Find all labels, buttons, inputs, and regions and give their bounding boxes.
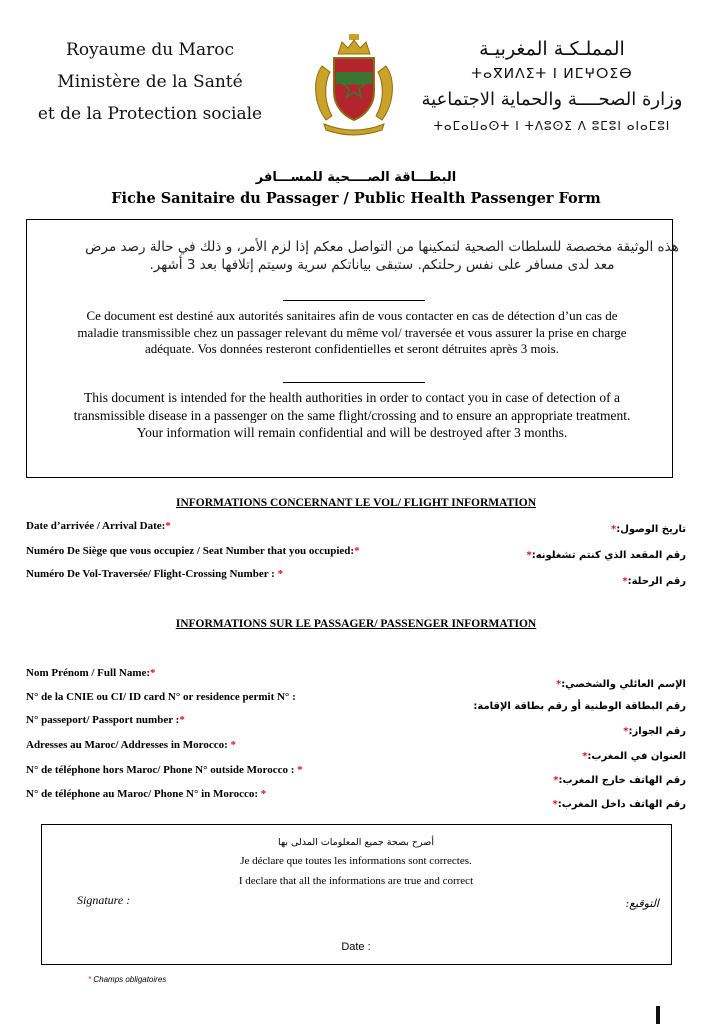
declaration-text-ar: أصرح بصحة جميع المعلومات المدلى بها <box>278 837 434 848</box>
header-line-2: Ministère de la Santé <box>57 72 243 92</box>
ministry-name-fr <box>20 34 280 130</box>
kingdom-tifinagh: ⵜⴰⴳⵍⴷⵉⵜ ⵏ ⵍⵎⵖⵔⵉⴱ <box>471 66 633 82</box>
field-label: Date d’arrivée / Arrival Date: <box>26 520 166 532</box>
field-label: Numéro De Siège que vous occupiez / Seat Number that you occupied: <box>26 545 355 557</box>
form-title: Fiche Sanitaire du Passager / Public Health Passenger Form <box>111 190 601 207</box>
required-star: * <box>553 775 559 786</box>
required-star: * <box>555 679 562 690</box>
required-star: * <box>260 788 267 800</box>
required-note-text: Champs obligatoires <box>91 975 167 984</box>
field-phone-morocco-ar <box>552 799 686 810</box>
field-label: N° de la CNIE ou CI/ ID card N° or residence permit N° : <box>26 691 296 703</box>
passenger-section-heading: INFORMATIONS SUR LE PASSAGER/ PASSENGER INFORMATION <box>175 618 537 630</box>
field-label: Numéro De Vol-Traversée/ Flight-Crossing Number : <box>26 568 278 580</box>
required-fields-note <box>88 975 166 984</box>
required-star: * <box>610 524 617 535</box>
field-phone-morocco[interactable] <box>26 788 266 800</box>
signature-field[interactable]: Signature : <box>77 893 131 907</box>
field-seat-number-ar <box>526 550 686 561</box>
required-star: * <box>622 576 628 587</box>
field-arrival-date-ar <box>611 524 686 535</box>
crown <box>338 40 370 54</box>
notice-divider-1 <box>283 300 425 301</box>
ministry-name-ar <box>412 34 692 136</box>
field-full-name-ar <box>556 679 686 690</box>
declaration-text-en: I declare that all the informations are true and correct <box>238 875 474 887</box>
field-label: Adresses au Maroc/ Addresses in Morocco: <box>26 739 231 751</box>
field-phone-outside[interactable] <box>26 764 303 776</box>
field-label-ar: العنوان في المغرب: <box>587 751 686 762</box>
required-star: * <box>165 520 171 532</box>
required-star: * <box>297 764 303 776</box>
shield <box>334 58 374 120</box>
field-label-ar: رقم المقعد الذي كنتم تشغلونه: <box>531 550 686 561</box>
field-label-ar: رقم الهاتف خارج المغرب: <box>558 775 686 786</box>
kingdom-ar: المملـكـة المغربيـة <box>479 38 625 60</box>
required-star: * <box>230 739 237 751</box>
required-star: * <box>582 751 588 762</box>
field-label: Nom Prénom / Full Name: <box>26 667 151 679</box>
field-label: N° de téléphone hors Maroc/ Phone N° outside Morocco : <box>26 764 298 776</box>
field-label-ar: تاريخ الوصول: <box>616 524 686 535</box>
field-flight-number[interactable] <box>26 568 283 580</box>
field-label-ar: رقم الهاتف داخل المغرب: <box>557 799 686 810</box>
crown-top <box>349 34 359 40</box>
header-line-1: Royaume du Maroc <box>66 40 234 60</box>
field-phone-outside-ar <box>553 775 686 786</box>
required-star: * <box>526 550 532 561</box>
required-star: * <box>150 667 156 679</box>
notice-text-en: This document is intended for the health authorities in order to contact you in case of detection of a transmissible disease in a passenger on the same flight/crossing and to ensure an appropriate treatment. Your information will remain confidential and will be destroyed after 3 months. <box>73 390 631 440</box>
required-star: * <box>88 975 92 984</box>
notice-text-fr: Ce document est destiné aux autorités sanitaires afin de vous contacter en cas de détection d’un cas de maladie transmissible chez un passager relevant du même vol/ traversée et vous assurer la prise en charge adéquate. Vos données resteront confidentielles et seront détruites après 3 mois. <box>77 308 627 356</box>
page-edge-mark <box>656 1006 660 1024</box>
field-address-ar <box>582 751 686 762</box>
declaration-box <box>41 824 672 965</box>
required-star: * <box>277 568 284 580</box>
field-label: N° de téléphone au Maroc/ Phone N° in Morocco: <box>26 788 261 800</box>
required-star: * <box>354 545 360 557</box>
ribbon <box>324 124 384 135</box>
declaration-text-fr: Je déclare que toutes les informations sont correctes. <box>240 855 472 867</box>
field-label-ar: الإسم العائلي والشخصي: <box>561 679 686 690</box>
required-star: * <box>179 714 185 726</box>
notice-box <box>26 219 679 478</box>
field-passport-ar <box>623 726 686 737</box>
required-star: * <box>623 726 629 737</box>
right-lion <box>376 66 392 120</box>
flight-section-heading: INFORMATIONS CONCERNANT LE VOL/ FLIGHT INFORMATION <box>175 497 537 509</box>
date-field[interactable]: Date : <box>341 941 371 953</box>
ministry-ar: وزارة الصحــــة والحماية الاجتماعية <box>421 89 683 110</box>
field-label: N° passeport/ Passport number : <box>26 714 180 726</box>
field-arrival-date[interactable] <box>26 520 171 532</box>
field-label-ar: رقم البطاقة الوطنية أو رقم بطاقة الإقامة: <box>473 701 686 712</box>
field-passport[interactable] <box>26 714 185 726</box>
header-line-3: et de la Protection sociale <box>37 104 263 124</box>
signature-label-ar: التوقيع: <box>625 897 659 910</box>
field-seat-number[interactable] <box>26 545 360 557</box>
field-flight-number-ar <box>622 576 686 587</box>
field-label-ar: رقم الرحلة: <box>627 576 686 587</box>
left-lion <box>316 66 332 120</box>
notice-text-ar: هذه الوثيقة مخصصة للسلطات الصحية لتمكينها من التواصل معكم إذا لزم الأمر، و ذلك في حالة رصد مرض معد لدى مسافر على نفس رحلتكم. ستبقى بياناتكم سرية وسيتم إتلافها بعد 3 أشهر. <box>85 239 679 273</box>
field-id-card-ar <box>473 701 686 712</box>
field-full-name[interactable] <box>26 667 156 679</box>
coat-of-arms-icon <box>302 32 406 136</box>
form-title-ar: البطـــاقة الصــــحية للمســـافر <box>255 170 457 185</box>
notice-divider-2 <box>283 382 425 383</box>
field-address[interactable] <box>26 739 236 751</box>
field-id-card[interactable] <box>26 691 296 703</box>
field-label-ar: رقم الجواز: <box>628 726 686 737</box>
required-star: * <box>552 799 558 810</box>
ministry-tifinagh: ⵜⴰⵎⴰⵡⴰⵙⵜ ⵏ ⵜⴷⵓⵙⵉ ⴷ ⵓⵎⵓⵏ ⴰⵏⴰⵎⵓⵏ <box>433 119 671 133</box>
